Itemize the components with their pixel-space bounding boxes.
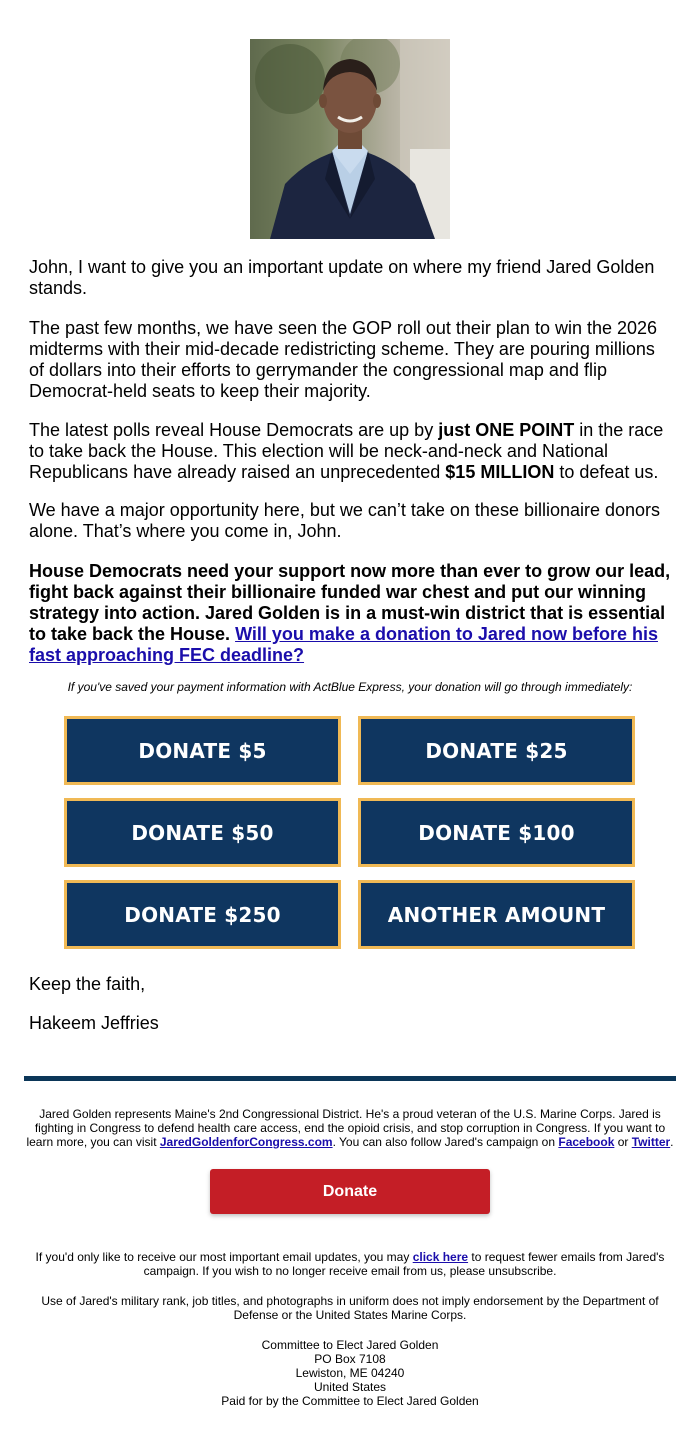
footer-bio-text-d: . [670,1135,674,1149]
closing-text: Keep the faith, [29,974,146,994]
prefs-text-b: to request fewer emails from Jared's campaign. If you wish to no longer receive email from us, please unsubscribe. [143,1250,665,1278]
paragraph-gop-plan [29,318,671,402]
paragraph-intro-text: John, I want to give you an important update on where my friend Jared Golden stands. [29,257,655,298]
polls-emphasis-15-million: $15 MILLION [445,462,555,482]
footer-divider [24,1076,676,1081]
polls-text-e: to defeat us. [554,462,659,482]
donate-100-button[interactable]: DONATE $100 [358,798,635,867]
paragraph-opportunity [29,500,671,542]
paragraph-intro [29,257,671,299]
address-line: United States [313,1380,387,1394]
footer-bio [24,1107,676,1149]
header-photo [250,39,450,239]
footer-donate-button[interactable]: Donate [210,1169,490,1214]
polls-text-a: The latest polls reveal House Democrats are up by [29,420,439,440]
paragraph-gop-plan-text: The past few months, we have seen the GOP roll out their plan to win the 2026 midterms with their mid-decade redistricting scheme. They are pouring millions of dollars into their efforts to gerrymander the congressional map and flip Democrat-held seats to keep their majority. [29,318,658,401]
facebook-link[interactable]: Facebook [558,1135,615,1149]
cta-bold-text: House Democrats need your support now more than ever to grow our lead, fight back against their billionaire funded war chest and put our winning strategy into action. Jared Golden is in a must-win district that is essential to take back the House. [29,561,671,644]
address-line: PO Box 7108 [314,1352,386,1366]
paragraph-opportunity-text: We have a major opportunity here, but we can’t take on these billionaire donors alone. That’s where you come in, John. [29,500,661,541]
paragraph-polls [29,420,671,483]
donate-25-button[interactable]: DONATE $25 [358,716,635,785]
twitter-link[interactable]: Twitter [631,1135,671,1149]
paid-for-by: Paid for by the Committee to Elect Jared Golden [221,1394,479,1408]
fewer-emails-link[interactable]: click here [412,1250,469,1264]
donate-another-amount-button[interactable]: ANOTHER AMOUNT [358,880,635,949]
military-disclaimer: Use of Jared's military rank, job titles, and photographs in uniform does not imply endorsement by the Department of Defense or the United States Marine Corps. [41,1294,659,1322]
signature [29,1013,671,1034]
signature-text: Hakeem Jeffries [29,1013,159,1033]
polls-emphasis-one-point: just ONE POINT [438,420,575,440]
polls-text-c: in the race to take back the House. This election will be neck-and-neck and National Republicans have already raised an unprecedented [29,420,664,482]
prefs-text-a: If you'd only like to receive our most important email updates, you may [35,1250,413,1264]
address-line: Lewiston, ME 04240 [295,1366,405,1380]
footer-bio-text-b: . You can also follow Jared's campaign on [332,1135,559,1149]
paragraph-call-to-action [29,561,671,666]
donate-250-button[interactable]: DONATE $250 [64,880,341,949]
donate-50-button[interactable]: DONATE $50 [64,798,341,867]
committee-address [24,1338,676,1408]
footer-bio-text-c: or [614,1135,632,1149]
address-line: Committee to Elect Jared Golden [261,1338,439,1352]
campaign-website-link[interactable]: JaredGoldenforCongress.com [159,1135,333,1149]
actblue-note: If you've saved your payment information with ActBlue Express, your donation will go through immediately: [67,680,633,694]
email-preferences [24,1250,676,1278]
donate-deadline-link[interactable]: Will you make a donation to Jared now before his fast approaching FEC deadline? [29,624,658,665]
donate-5-button[interactable]: DONATE $5 [64,716,341,785]
footer-bio-text-a: Jared Golden represents Maine's 2nd Congressional District. He's a proud veteran of the U.S. Marine Corps. Jared is fighting in Congress to defend health care access, end the opioid crisis, and stop corruption in Congress. If you want to learn more, you can visit [26,1107,666,1149]
closing [29,974,671,995]
